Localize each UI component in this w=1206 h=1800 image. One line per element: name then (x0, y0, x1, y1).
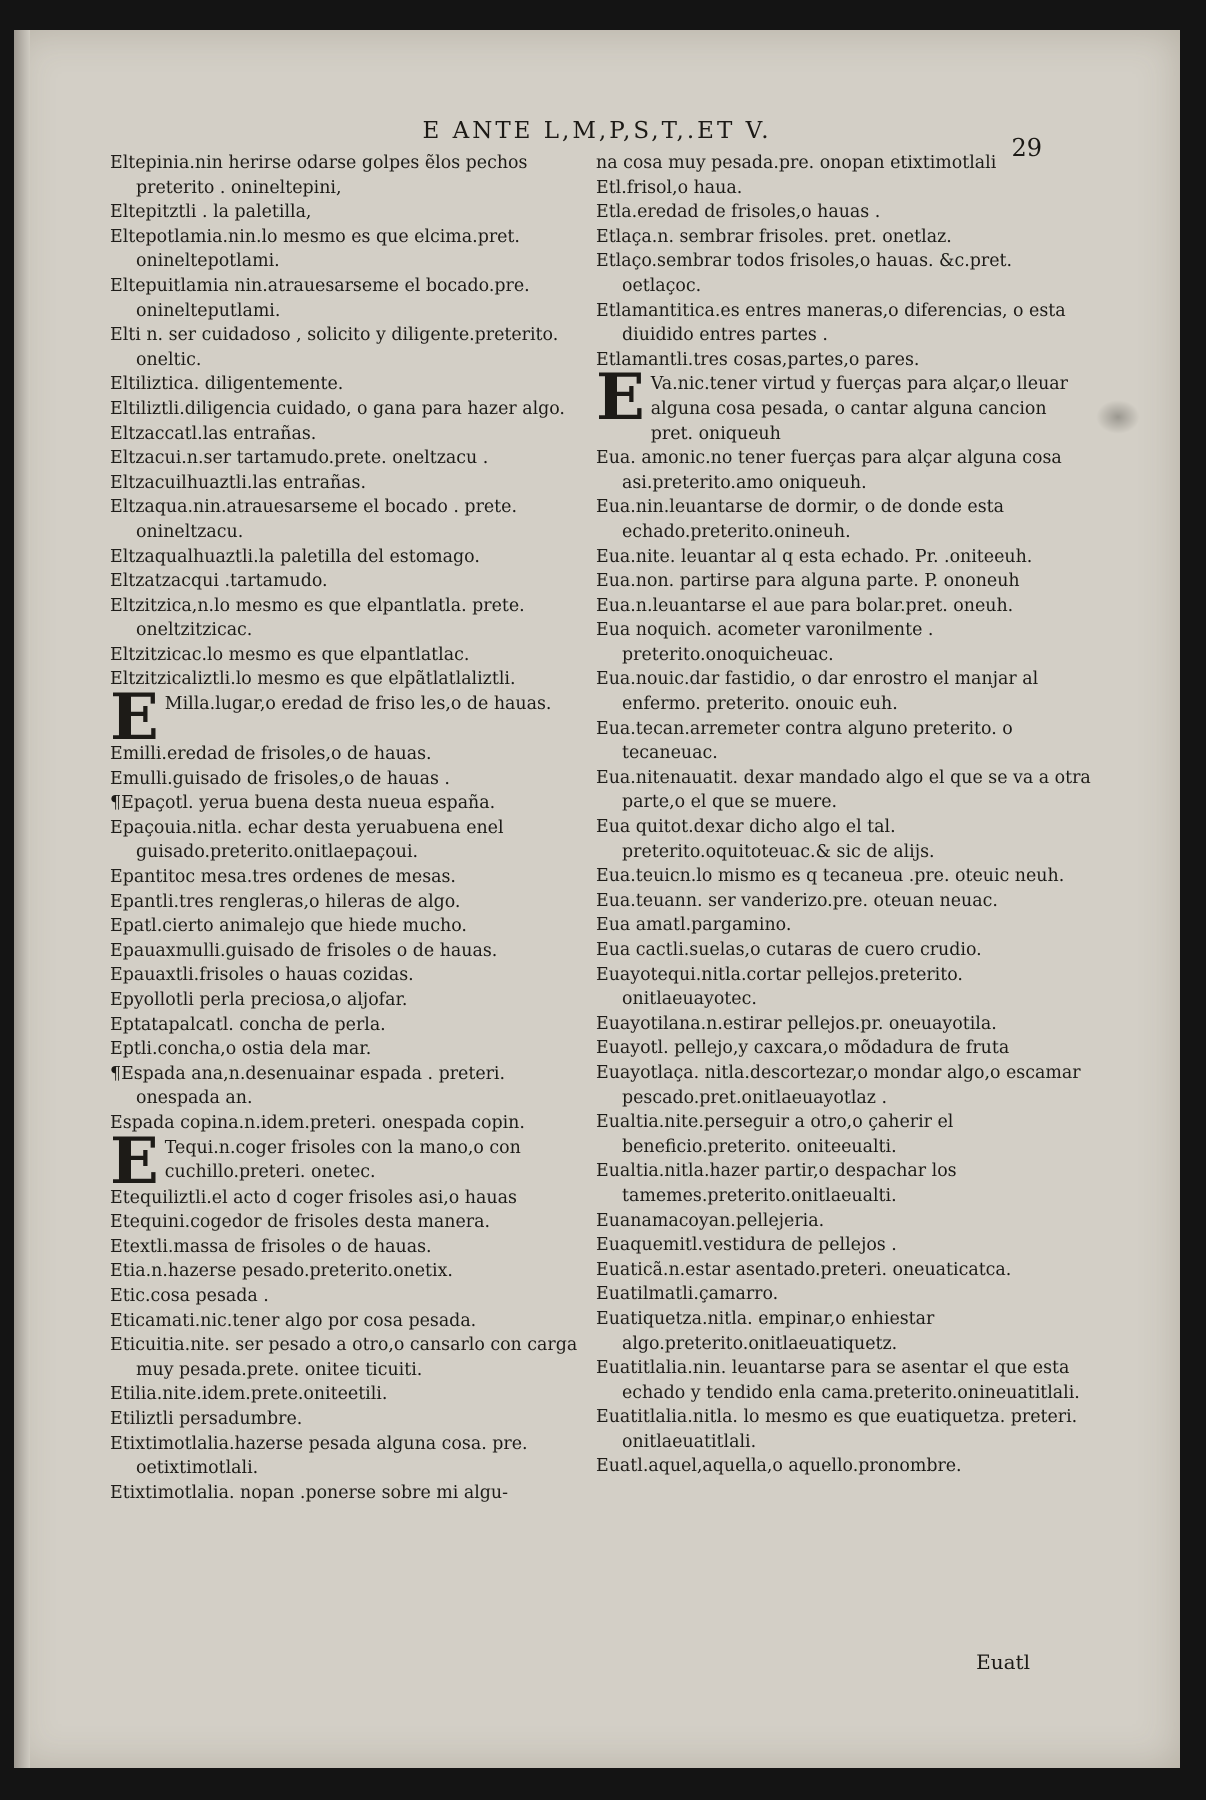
dictionary-entry: Etia.n.hazerse pesado.preterito.onetix. (110, 1261, 453, 1282)
right-column (596, 151, 1094, 1479)
dictionary-entry: Euatilmatli.çamarro. (596, 1284, 779, 1305)
dictionary-entry: Eua quitot.dexar dicho algo el tal. preterito.oquitoteuac.& sic de alijs. (596, 817, 935, 862)
dictionary-entry: Euaticã.n.estar asentado.preteri. oneuaticatca. (596, 1259, 1012, 1280)
dictionary-entry: Etlamantli.tres cosas,partes,o pares. (596, 349, 920, 370)
dictionary-entry: Etlaço.sembrar todos frisoles,o hauas. &c.pret. oetlaçoc. (596, 251, 1013, 296)
initial-entry-v (596, 372, 1094, 446)
entry-text: Tequi.n.coger frisoles con la mano,o con cuchillo.preteri. onetec. (164, 1137, 521, 1183)
dictionary-entry: Eltzaqua.nin.atrauesarseme el bocado . prete. onineltzacu. (110, 497, 517, 542)
manuscript-page (14, 30, 1180, 1768)
dictionary-entry: Euayotlaça. nitla.descortezar,o mondar algo,o escamar pescado.pret.onitlaeuayotlaz . (596, 1062, 1081, 1108)
dictionary-entry: Epyollotli perla preciosa,o aljofar. (110, 990, 408, 1010)
dictionary-entry: Elti n. ser cuidadoso , solicito y diligente.preterito. oneltic. (110, 325, 559, 370)
dictionary-entry: Euatiquetza.nitla. empinar,o enhiestar algo.preterito.onitlaeuatiquetz. (596, 1308, 935, 1354)
dictionary-entry: Eltepuitlamia nin.atrauesarseme el bocado.pre. oninelteputlami. (110, 275, 530, 321)
dictionary-entry: Eltzatzacqui .tartamudo. (110, 571, 328, 592)
dictionary-entry: Eticuitia.nite. ser pesado a otro,o cansarlo con carga muy pesada.prete. onitee ticuiti. (110, 1335, 578, 1380)
dictionary-entry: Eua.teuicn.lo mismo es q tecaneua .pre. oteuic neuh. (596, 866, 1065, 887)
dictionary-entry: Espada copina.n.idem.preteri. onespada copin. (110, 1112, 525, 1133)
dictionary-entry: Eua. amonic.no tener fuerças para alçar alguna cosa asi.preterito.amo oniqueuh. (596, 448, 1062, 493)
dictionary-entry: Emilli.eredad de frisoles,o de hauas. (110, 744, 432, 765)
ink-smudge (1096, 400, 1140, 434)
dictionary-entry: Epantitoc mesa.tres ordenes de mesas. (110, 867, 456, 888)
dictionary-entry: Euatl.aquel,aquella,o aquello.pronombre. (596, 1456, 962, 1477)
dictionary-entry: Euayotl. pellejo,y caxcara,o mõdadura de fruta (596, 1038, 1010, 1059)
dictionary-entry: Eua amatl.pargamino. (596, 915, 792, 936)
running-header: E ANTE L,M,P,S,T,.ET V. (422, 118, 772, 144)
dictionary-entry: Eptatapalcatl. concha de perla. (110, 1014, 386, 1035)
dictionary-entry: Eua cactli.suelas,o cutaras de cuero crudio. (596, 940, 982, 960)
dictionary-entry: Euayotilana.n.estirar pellejos.pr. oneuayotila. (596, 1013, 997, 1034)
dictionary-entry: ¶Epaçotl. yerua buena desta nueua españa. (110, 793, 496, 814)
dictionary-entry: Eltzaccatl.las entrañas. (110, 423, 317, 444)
dictionary-entry: Eua.tecan.arremeter contra alguno preterito. o tecaneuac. (596, 718, 1013, 764)
dictionary-entry: Eltiliztica. diligentemente. (110, 374, 344, 395)
dictionary-entry: Etlaça.n. sembrar frisoles. pret. onetlaz. (596, 226, 952, 247)
entry-text: Va.nic.tener virtud y fuerças para alçar,o lleuar alguna cosa pesada, o cantar alguna cancion pret. oniqueuh (650, 374, 1068, 444)
dictionary-entry: Eua.nite. leuantar al q esta echado. Pr. .oniteeuh. (596, 546, 1033, 567)
dictionary-entry: Epauaxtli.frisoles o hauas cozidas. (110, 965, 414, 986)
dictionary-entry: Eua.nin.leuantarse de dormir, o de donde esta echado.preterito.onineuh. (596, 497, 1004, 542)
dictionary-entry: Etixtimotlalia. nopan .ponerse sobre mi algu- (110, 1482, 508, 1503)
drop-capital: E (110, 1135, 159, 1186)
dictionary-entry: Epatl.cierto animalejo que hiede mucho. (110, 916, 467, 937)
dictionary-entry: Eltzacuilhuaztli.las entrañas. (110, 472, 366, 493)
dictionary-entry: Etla.eredad de frisoles,o hauas . (596, 202, 881, 223)
dictionary-entry: Eua.nouic.dar fastidio, o dar enrostro el manjar al enfermo. preterito. onouic euh. (596, 669, 1039, 715)
dictionary-entry: Epauaxmulli.guisado de frisoles o de hauas. (110, 940, 498, 961)
folio-number: 29 (1011, 134, 1042, 162)
dictionary-entry: Eltepinia.nin herirse odarse golpes ẽlos pechos preterito . onineltepini, (110, 153, 528, 198)
left-column (110, 151, 580, 1505)
dictionary-entry: Eptli.concha,o ostia dela mar. (110, 1039, 372, 1060)
dictionary-entry: Etequiliztli.el acto d coger frisoles asi,o hauas (110, 1187, 517, 1208)
dictionary-entry: Euatitlalia.nin. leuantarse para se asentar el que esta echado y tendido enla cama.preterito.onineuatitlali. (596, 1358, 1080, 1403)
dictionary-entry: Eltzaqualhuaztli.la paletilla del estomago. (110, 546, 480, 567)
dictionary-entry: Etilia.nite.idem.prete.oniteetili. (110, 1384, 388, 1405)
dictionary-entry: Euayotequi.nitla.cortar pellejos.preterito. onitlaeuayotec. (596, 964, 963, 1010)
dictionary-entry: Eua.nitenauatit. dexar mandado algo el que se va a otra parte,o el que se muere. (596, 767, 1091, 813)
dictionary-entry: Etequini.cogedor de frisoles desta manera. (110, 1212, 490, 1233)
dictionary-entry: Etl.frisol,o haua. (596, 177, 743, 198)
dictionary-entry: Epantli.tres rengleras,o hileras de algo. (110, 891, 461, 912)
dictionary-entry: Eua.non. partirse para alguna parte. P. ononeuh (596, 571, 1020, 592)
dictionary-entry: Etixtimotlalia.hazerse pesada alguna cosa. pre. oetixtimotlali. (110, 1433, 528, 1479)
dictionary-entry: Eua.n.leuantarse el aue para bolar.pret. oneuh. (596, 595, 1014, 616)
entry-text: Milla.lugar,o eredad de friso les,o de hauas. (164, 694, 552, 715)
dictionary-entry: Eltzitzica,n.lo mesmo es que elpantlatla. prete. oneltzitzicac. (110, 595, 525, 641)
catchword: Euatl (976, 1650, 1030, 1674)
initial-entry-t (110, 1136, 580, 1186)
dictionary-entry: Eltepotlamia.nin.lo mesmo es que elcima.pret. onineltepotlami. (110, 226, 520, 272)
dictionary-entry: Eltiliztli.diligencia cuidado, o gana para hazer algo. (110, 398, 565, 419)
dictionary-entry: Euatitlalia.nitla. lo mesmo es que euatiquetza. preteri. onitlaeuatitlali. (596, 1407, 1078, 1452)
dictionary-entry: Eltzacui.n.ser tartamudo.prete. oneltzacu . (110, 448, 489, 469)
dictionary-entry: na cosa muy pesada.pre. onopan etixtimotlali (596, 153, 997, 173)
drop-capital: E (596, 372, 645, 436)
dictionary-entry: Etextli.massa de frisoles o de hauas. (110, 1236, 432, 1257)
dictionary-entry: Etlamantitica.es entres maneras,o diferencias, o esta diuidido entres partes . (596, 300, 1066, 346)
dictionary-entry: ¶Espada ana,n.desenuainar espada . preteri. onespada an. (110, 1063, 506, 1109)
dictionary-entry: Eualtia.nitla.hazer partir,o despachar los tamemes.preterito.onitlaeualti. (596, 1161, 957, 1206)
initial-entry-m (110, 692, 580, 742)
dictionary-entry: Eua.teuann. ser vanderizo.pre. oteuan neuac. (596, 890, 998, 911)
dictionary-entry: Eltepitztli . la paletilla, (110, 202, 312, 223)
dictionary-entry: Etiliztli persadumbre. (110, 1408, 303, 1429)
book-gutter (14, 30, 30, 1768)
drop-capital: E (110, 692, 159, 743)
dictionary-entry: Euanamacoyan.pellejeria. (596, 1210, 825, 1231)
dictionary-entry: Eltzitzicaliztli.lo mesmo es que elpãtlatlaliztli. (110, 669, 516, 690)
dictionary-entry: Emulli.guisado de frisoles,o de hauas . (110, 768, 450, 789)
dictionary-entry: Euaquemitl.vestidura de pellejos . (596, 1235, 897, 1256)
dictionary-entry: Eua noquich. acometer varonilmente . preterito.onoquicheuac. (596, 620, 934, 665)
dictionary-entry: Eualtia.nite.perseguir a otro,o çaherir el beneficio.preterito. oniteeualti. (596, 1112, 954, 1157)
dictionary-entry: Epaçouia.nitla. echar desta yeruabuena enel guisado.preterito.onitlaepaçoui. (110, 817, 504, 863)
dictionary-entry: Etic.cosa pesada . (110, 1285, 269, 1306)
dictionary-entry: Eltzitzicac.lo mesmo es que elpantlatlac. (110, 644, 470, 665)
dictionary-entry: Eticamati.nic.tener algo por cosa pesada. (110, 1310, 477, 1331)
